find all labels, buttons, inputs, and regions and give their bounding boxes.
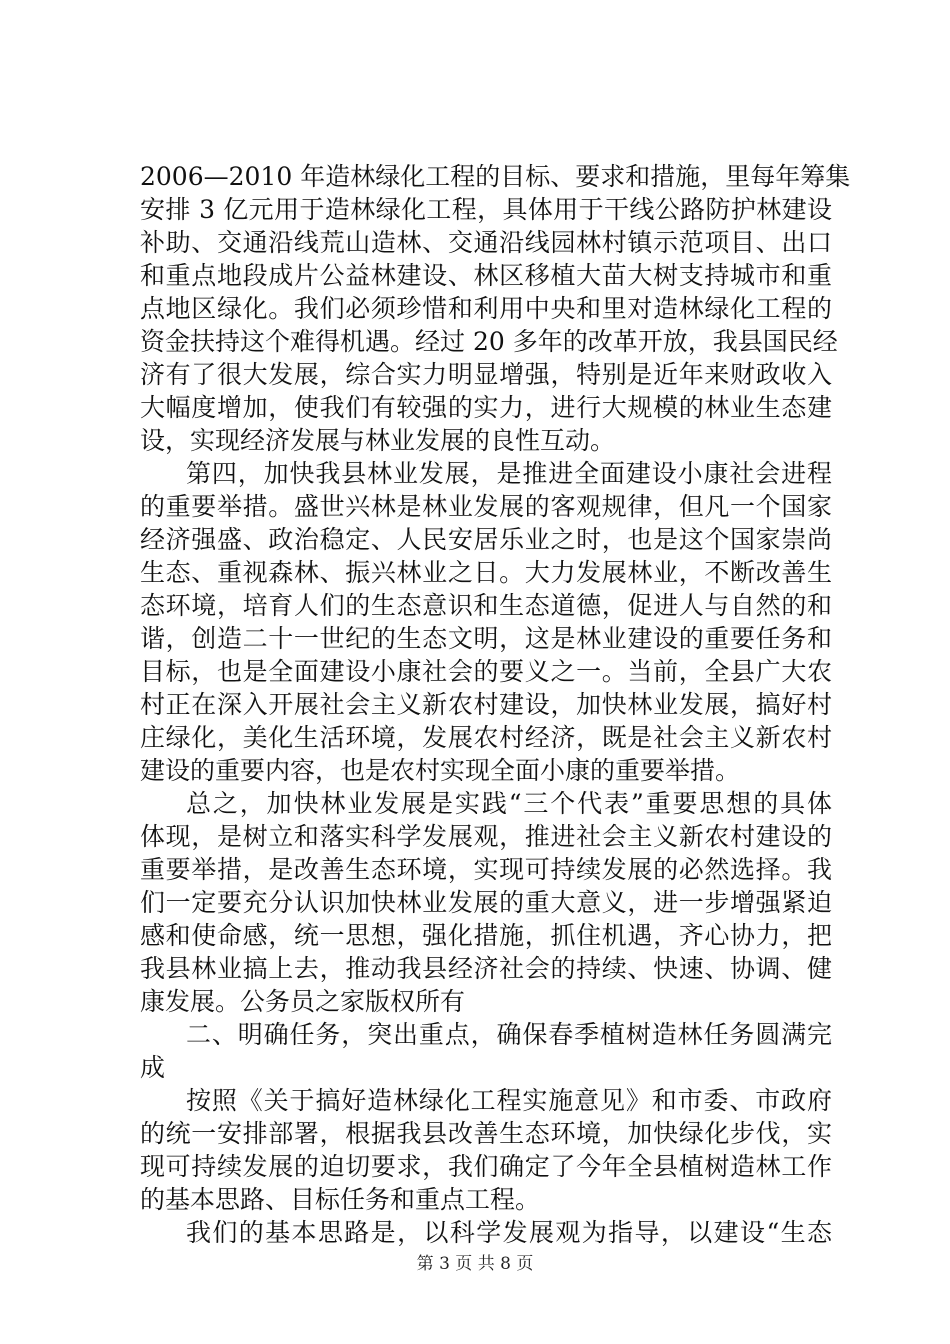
section-heading xyxy=(140,1018,832,1084)
text-line: 经济强盛、政治稳定、人民安居乐业之时，也是这个国家崇尚 xyxy=(140,525,832,554)
text-line: 济有了很大发展，综合实力明显增强，特别是近年来财政收入 xyxy=(140,360,832,389)
document-body xyxy=(140,160,851,1249)
text-line: 建设的重要内容，也是农村实现全面小康的重要举措。 xyxy=(140,756,741,785)
text-line: 点地区绿化。我们必须珍惜和利用中央和里对造林绿化工程的 xyxy=(140,294,832,323)
paragraph xyxy=(140,1084,832,1216)
text-line: 设，实现经济发展与林业发展的良性互动。 xyxy=(140,426,616,455)
text-line: 的统一安排部署，根据我县改善生态环境，加快绿化步伐，实 xyxy=(140,1119,832,1148)
paragraph xyxy=(140,787,832,1018)
text-line: 按照《关于搞好造林绿化工程实施意见》和市委、市政府 xyxy=(186,1086,832,1115)
text-line: 的基本思路、目标任务和重点工程。 xyxy=(140,1185,541,1214)
text-line: 目标，也是全面建设小康社会的要义之一。当前，全县广大农 xyxy=(140,657,832,686)
text-line: 大幅度增加，使我们有较强的实力，进行大规模的林业生态建 xyxy=(140,393,832,422)
paragraph xyxy=(140,160,851,457)
text-line: 我们的基本思路是，以科学发展观为指导，以建设“生态 xyxy=(186,1218,832,1247)
paragraph xyxy=(140,457,832,787)
text-line: 们一定要充分认识加快林业发展的重大意义，进一步增强紧迫 xyxy=(140,888,832,917)
text-line: 我县林业搞上去，推动我县经济社会的持续、快速、协调、健 xyxy=(140,954,832,983)
text-line: 感和使命感，统一思想，强化措施，抓住机遇，齐心协力，把 xyxy=(140,921,832,950)
text-line: 态环境，培育人们的生态意识和生态道德，促进人与自然的和 xyxy=(140,591,832,620)
text-line: 康发展。公务员之家版权所有 xyxy=(140,987,466,1016)
text-line: 体现，是树立和落实科学发展观，推进社会主义新农村建设的 xyxy=(140,822,832,851)
text-line: 村正在深入开展社会主义新农村建设，加快林业发展，搞好村 xyxy=(140,690,832,719)
text-line: 资金扶持这个难得机遇。经过 20 多年的改革开放，我县国民经 xyxy=(140,327,838,356)
text-line: 重要举措，是改善生态环境，实现可持续发展的必然选择。我 xyxy=(140,855,832,884)
text-line: 二、明确任务，突出重点，确保春季植树造林任务圆满完 xyxy=(186,1020,832,1049)
text-line: 成 xyxy=(140,1053,166,1082)
text-line: 现可持续发展的迫切要求，我们确定了今年全县植树造林工作 xyxy=(140,1152,832,1181)
text-line: 生态、重视森林、振兴林业之日。大力发展林业，不断改善生 xyxy=(140,558,832,587)
text-line: 和重点地段成片公益林建设、林区移植大苗大树支持城市和重 xyxy=(140,261,832,290)
text-line: 谐，创造二十一世纪的生态文明，这是林业建设的重要任务和 xyxy=(140,624,832,653)
text-line: 第四，加快我县林业发展，是推进全面建设小康社会进程 xyxy=(186,459,832,488)
paragraph xyxy=(140,1216,832,1249)
page-number: 第 3 页 共 8 页 xyxy=(416,1254,534,1274)
text-line: 2006—2010 年造林绿化工程的目标、要求和措施，里每年筹集 xyxy=(140,162,851,191)
text-line: 安排 3 亿元用于造林绿化工程，具体用于干线公路防护林建设 xyxy=(140,195,832,224)
text-line: 总之，加快林业发展是实践“三个代表”重要思想的具体 xyxy=(186,789,832,818)
text-line: 补助、交通沿线荒山造林、交通沿线园林村镇示范项目、出口 xyxy=(140,228,832,257)
text-line: 庄绿化，美化生活环境，发展农村经济，既是社会主义新农村 xyxy=(140,723,832,752)
text-line: 的重要举措。盛世兴林是林业发展的客观规律，但凡一个国家 xyxy=(140,492,832,521)
